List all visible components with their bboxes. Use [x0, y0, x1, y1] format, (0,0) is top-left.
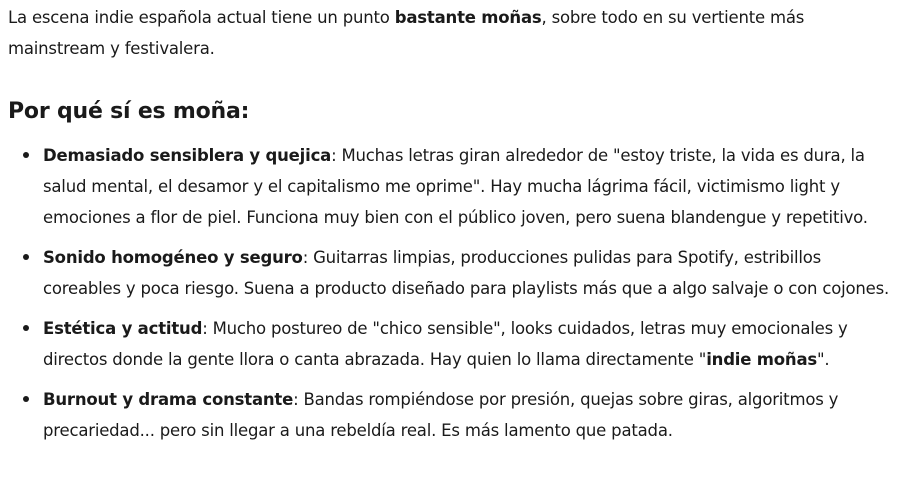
intro-text-start: La escena indie española actual tiene un punto [8, 8, 395, 27]
list-item-term: Burnout y drama constante [43, 390, 294, 409]
list-item [8, 384, 891, 446]
list-item-bold-quote: indie moñas [706, 350, 818, 369]
list-item [8, 242, 891, 304]
reasons-list [8, 140, 891, 446]
list-item-term: Sonido homogéneo y seguro [43, 248, 303, 267]
intro-bold-phrase: bastante moñas [394, 8, 542, 27]
list-item [8, 313, 891, 375]
list-item-text: : Mucho postureo de "chico sensible", looks cuidados, letras muy emocionales y directos donde la gente llora o canta abrazada. Hay quien lo llama directamente " [43, 319, 848, 369]
list-item [8, 140, 891, 233]
list-item-text: : Muchas letras giran alrededor de "estoy triste, la vida es dura, la salud mental, el desamor y el capitalismo me oprime". Hay mucha lágrima fácil, victimismo light y emociones a flor de piel. Funciona muy bien con el público joven, pero suena blandengue y repetitivo. [43, 146, 868, 227]
list-item-text: : Guitarras limpias, producciones pulidas para Spotify, estribillos coreables y poca riesgo. Suena a producto diseñado para playlists más que a algo salvaje o con cojones. [43, 248, 890, 298]
list-item-term: Estética y actitud [43, 319, 203, 338]
list-item-text-end: ". [817, 350, 830, 369]
bullet-dot-icon [23, 325, 29, 331]
bullet-dot-icon [23, 254, 29, 260]
list-item-text: : Bandas rompiéndose por presión, quejas sobre giras, algoritmos y precariedad... pero sin llegar a una rebeldía real. Es más lamento que patada. [43, 390, 839, 440]
bullet-dot-icon [23, 396, 29, 402]
list-item-term: Demasiado sensiblera y quejica [43, 146, 332, 165]
section-heading: Por qué sí es moña: [8, 99, 250, 124]
intro-text-end: , sobre todo en su vertiente más mainstream y festivalera. [8, 8, 805, 58]
bullet-dot-icon [23, 152, 29, 158]
intro-paragraph [8, 0, 891, 64]
